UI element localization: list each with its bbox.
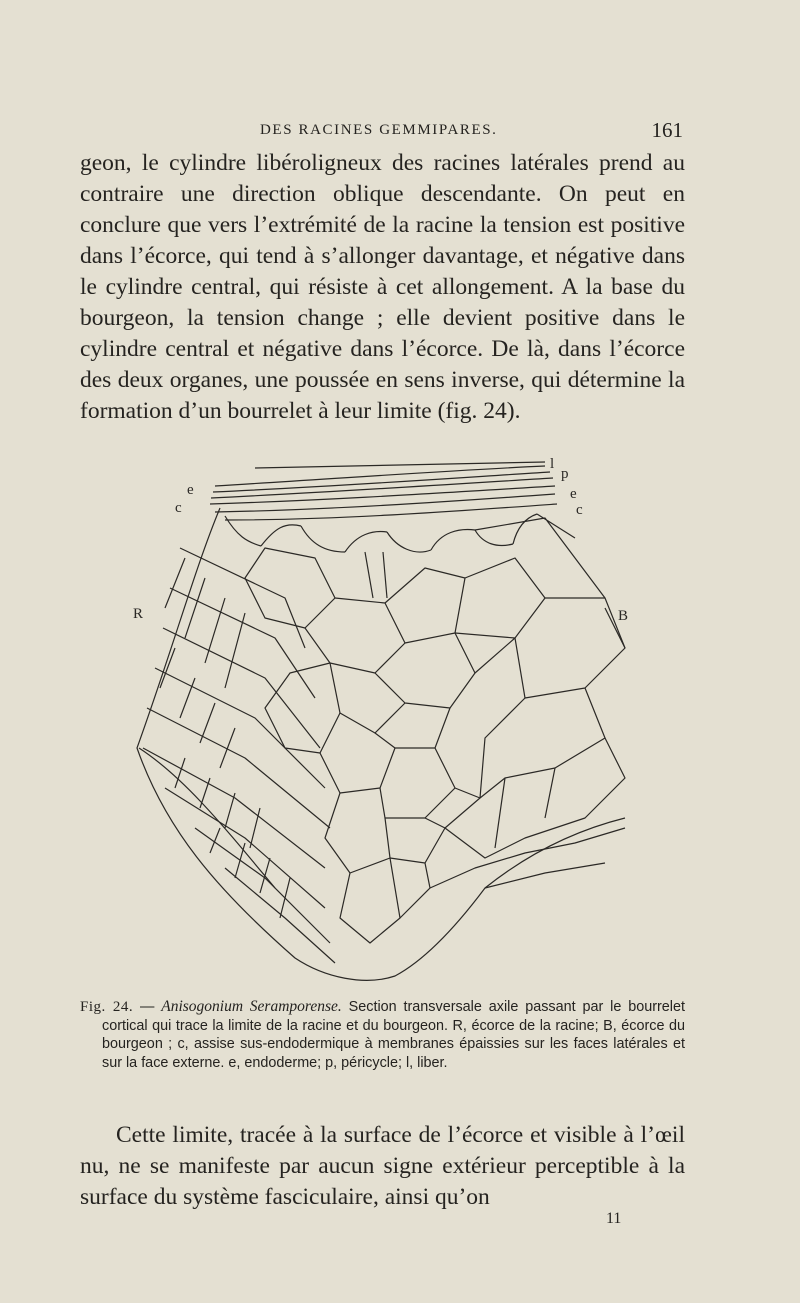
page-number: 161 [651,118,683,142]
figure-caption [80,998,685,1072]
caption-species: Anisogonium Seramporense. [161,998,342,1015]
printer-signature: 11 [606,1210,622,1227]
figure-label-c-left: c [175,500,182,516]
running-head [80,118,685,148]
caption-body [80,998,685,1072]
figure-label-l: l [550,456,555,472]
caption-fig-number: Fig. 24. [80,999,134,1015]
caption-text: Section transversale axile passant par le bourrelet cortical qui trace la limite de la racine et du bourgeon. R, écorce de la racine; B, écorce du bourgeon ; c, assise sus-endodermique à membranes épaissies sur les faces latérales et sur la face externe. e, endoderme; p, péricycle; l, liber. [102,999,685,1071]
figure-label-p: p [561,466,569,482]
figure-label-B: B [618,608,629,624]
body-paragraph-1: geon, le cylindre libéroligneux des racines latérales prend au contraire une direction oblique descendante. On peut en conclure que vers l’extrémité de la racine la tension est positive dans l’écorce, qui tend à s’allonger davantage, et négative dans le cylindre central, qui résiste à cet allongement. A la base du bourgeon, la tension change ; elle devient positive dans le cylindre central et négative dans l’écorce. De là, dans l’écorce des deux organes, une poussée en sens inverse, qui détermine la formation d’un bourrelet à leur limite (fig. 24). [80,150,685,424]
figure-label-c-right: c [576,502,583,518]
figure-label-e-right: e [570,486,577,502]
body-paragraph-2: Cette limite, tracée à la surface de l’écorce et visible à l’œil nu, ne se manifeste par aucun signe extérieur perceptible à la surface du système fasciculaire, ainsi qu’on [80,1122,685,1210]
figure-24 [125,448,640,993]
caption-dash: — [133,999,162,1015]
figure-label-e-left: e [187,482,194,498]
tissue-lines [137,462,625,980]
running-title: DES RACINES GEMMIPARES. [260,122,498,138]
cell-section-drawing [125,448,640,993]
figure-label-R: R [133,606,144,622]
